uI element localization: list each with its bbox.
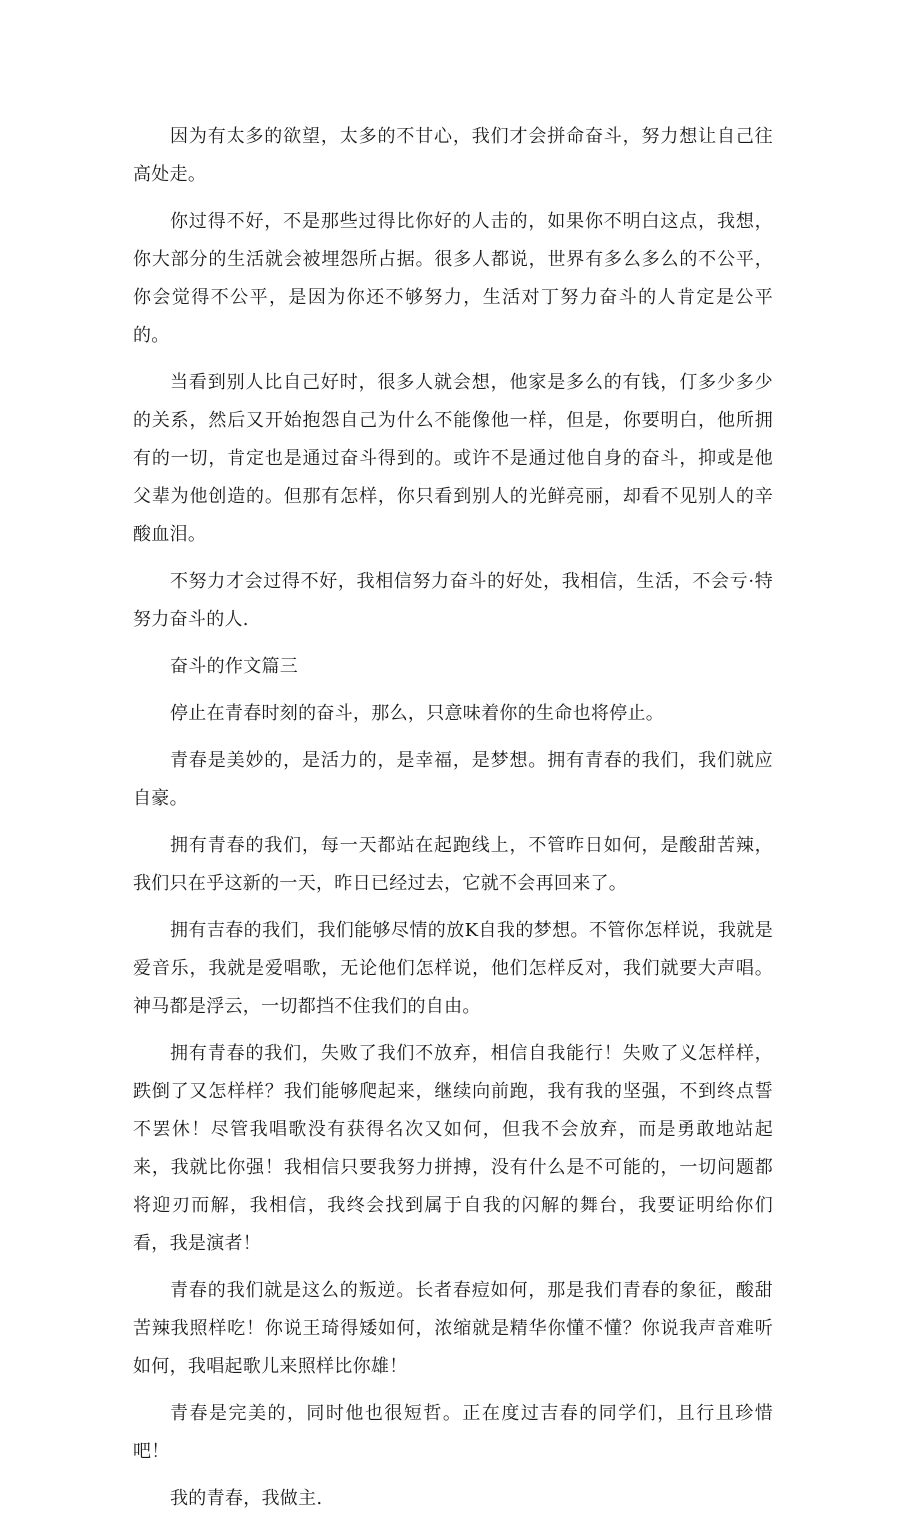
paragraph-10: 拥有青春的我们，失败了我们不放弃，相信自我能行！失败了义怎样样，跌倒了又怎样样？我们能够爬起来，继续向前跑，我有我的坚强，不到终点誓不罢休！尽管我唱歌没有获得名次又如何，但我不会放弃，而是勇敢地站起来，我就比你强！我相信只要我努力拼搏，没有什么是不可能的，一切问题都将迎刃而解，我相信，我终会找到属于自我的闪解的舞台，我要证明给你们看，我是演者！ — [133, 1043, 773, 1254]
paragraph-12: 青春是完美的，同时他也很短哲。正在度过吉春的同学们，且行且珍惜吧！ — [133, 1403, 773, 1462]
paragraph-8: 拥有青春的我们，每一天都站在起跑线上，不管昨日如何，是酸甜苦辣，我们只在乎这新的一天，昨日已经过去，它就不会再回来了。 — [133, 835, 773, 894]
paragraph-4: 不努力才会过得不好，我相信努力奋斗的好处，我相信，生活，不会亏·特努力奋斗的人. — [133, 571, 773, 630]
paragraph-11: 青春的我们就是这么的叛逆。长者春痘如何，那是我们青春的象征，酸甜苦辣我照样吃！你说王琦得矮如何，浓缩就是精华你懂不懂？你说我声音难听如何，我唱起歌儿来照样比你雄！ — [133, 1280, 773, 1377]
paragraph-2: 你过得不好，不是那些过得比你好的人击的，如果你不明白这点，我想，你大部分的生活就会被埋怨所占据。很多人都说，世界有多么多么的不公平，你会觉得不公平，是因为你还不够努力，生活对丁努力奋斗的人肯定是公平的。 — [133, 211, 773, 346]
document-body — [133, 118, 773, 1527]
paragraph-1: 因为有太多的欲望，太多的不甘心，我们才会拼命奋斗，努力想让自己往高处走。 — [133, 126, 773, 185]
paragraph-3: 当看到别人比自己好时，很多人就会想，他家是多么的有钱，仃多少多少的关系，然后又开始抱怨自己为什么不能像他一样，但是，你要明白，他所拥有的一切，肯定也是通过奋斗得到的。或许不是通过他自身的奋斗，抑或是他父辈为他创造的。但那有怎样，你只看到别人的光鲜亮丽，却看不见别人的辛酸血泪。 — [133, 372, 773, 545]
section-heading: 奋斗的作文篇三 — [170, 656, 299, 677]
paragraph-9: 拥有吉春的我们，我们能够尽情的放K自我的梦想。不管你怎样说，我就是爱音乐，我就是爱唱歌，无论他们怎样说，他们怎样反对，我们就要大声唱。神马都是浮云，一切都挡不住我们的自由。 — [133, 920, 773, 1017]
paragraph-6: 停止在青春时刻的奋斗，那么，只意味着你的生命也将停止。 — [170, 703, 665, 724]
paragraph-13: 我的青春，我做主. — [170, 1488, 323, 1509]
paragraph-7: 青春是美妙的，是活力的，是幸福，是梦想。拥有青春的我们，我们就应自豪。 — [133, 750, 773, 809]
